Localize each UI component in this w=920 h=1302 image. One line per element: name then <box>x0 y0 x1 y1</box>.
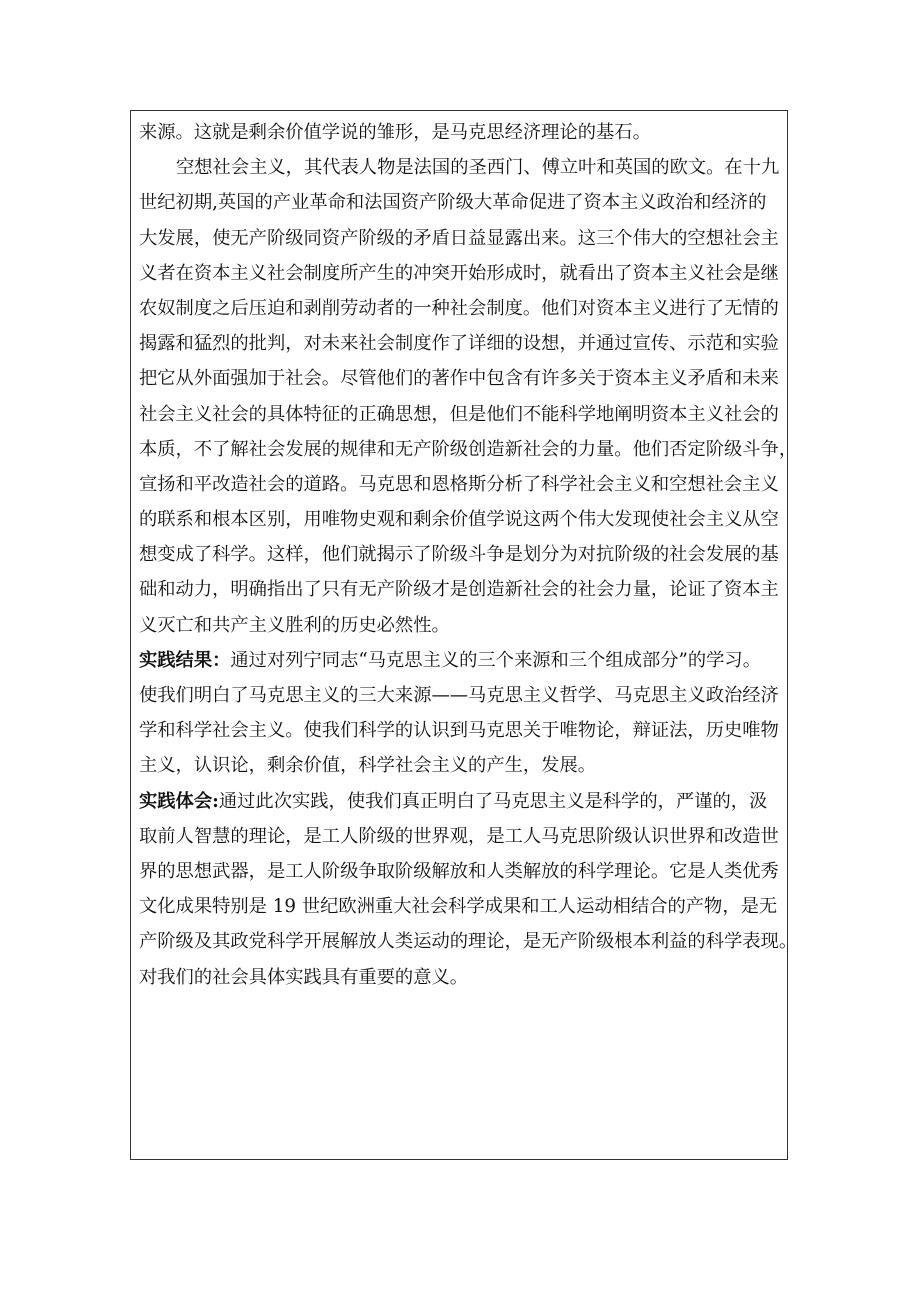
paragraph-line: 础和动力，明确指出了只有无产阶级才是创造新社会的社会力量，论证了资本主 <box>139 579 779 601</box>
result-first-line <box>139 643 781 678</box>
paragraph-line: 界的思想武器，是工人阶级争取阶级解放和人类解放的科学理论。它是人类优秀 <box>139 860 779 882</box>
paragraph-line: 义灭亡和共产主义胜利的历史必然性。 <box>139 614 450 636</box>
paragraph-line: 产阶级及其政党科学开展解放人类运动的理论，是无产阶级根本利益的科学表现。 <box>139 931 798 953</box>
result-label: 实践结果： <box>139 649 231 671</box>
paragraph-line: 的联系和根本区别，用唯物史观和剩余价值学说这两个伟大发现使社会主义从空 <box>139 509 779 531</box>
experience-first-line <box>139 784 781 819</box>
paragraph-line: 农奴制度之后压迫和剥削劳动者的一种社会制度。他们对资本主义进行了无情的 <box>139 297 779 319</box>
result-text: 通过对列宁同志“马克思主义的三个来源和三个组成部分”的学习。 <box>230 649 761 671</box>
paragraph-line: 本质，不了解社会发展的规律和无产阶级创造新社会的力量。他们否定阶级斗争， <box>139 438 798 460</box>
experience-text: 通过此次实践，使我们真正明白了马克思主义是科学的，严谨的，汲 <box>218 790 768 812</box>
experience-label: 实践体会: <box>139 790 219 812</box>
paragraph-line: 揭露和猛烈的批判，对未来社会制度作了详细的设想，并通过宣传、示范和实验 <box>139 333 779 355</box>
paragraph-line: 世纪初期,英国的产业革命和法国资产阶级大革命促进了资本主义政治和经济的 <box>139 192 767 214</box>
paragraph-line: 学和科学社会主义。使我们科学的认识到马克思关于唯物论，辩证法，历史唯物 <box>139 720 779 742</box>
paragraph-line: 想变成了科学。这样，他们就揭示了阶级斗争是划分为对抗阶级的社会发展的基 <box>139 544 779 566</box>
paragraph-line: 把它从外面强加于社会。尽管他们的著作中包含有许多关于资本主义矛盾和未来 <box>139 368 779 390</box>
paragraph-line: 社会主义社会的具体特征的正确思想，但是他们不能科学地阐明资本主义社会的 <box>139 403 779 425</box>
paragraph-line: 义者在资本主义社会制度所产生的冲突开始形成时，就看出了资本主义社会是继 <box>139 262 779 284</box>
paragraph-line: 对我们的社会具体实践具有重要的意义。 <box>139 966 469 988</box>
paragraph-line: 取前人智慧的理论，是工人阶级的世界观，是工人马克思阶级认识世界和改造世 <box>139 825 779 847</box>
paragraph-line: 主义，认识论，剩余价值，科学社会主义的产生，发展。 <box>139 755 597 777</box>
paragraph-line: 空想社会主义，其代表人物是法国的圣西门、傅立叶和英国的欧文。在十九 <box>176 157 780 179</box>
paragraph-line: 来源。这就是剩余价值学说的雏形，是马克思经济理论的基石。 <box>139 122 651 143</box>
table-cell-frame <box>130 110 798 1160</box>
paragraph-line: 大发展，使无产阶级同资产阶级的矛盾日益显露出来。这三个伟大的空想社会主 <box>139 227 779 249</box>
paragraph-line: 使我们明白了马克思主义的三大来源——马克思主义哲学、马克思主义政治经济 <box>139 685 779 706</box>
document-body <box>139 115 798 995</box>
paragraph-line: 文化成果特别是 19 世纪欧洲重大社会科学成果和工人运动相结合的产物，是无 <box>139 896 778 918</box>
paragraph-line: 宣扬和平改造社会的道路。马克思和恩格斯分析了科学社会主义和空想社会主义 <box>139 473 779 495</box>
